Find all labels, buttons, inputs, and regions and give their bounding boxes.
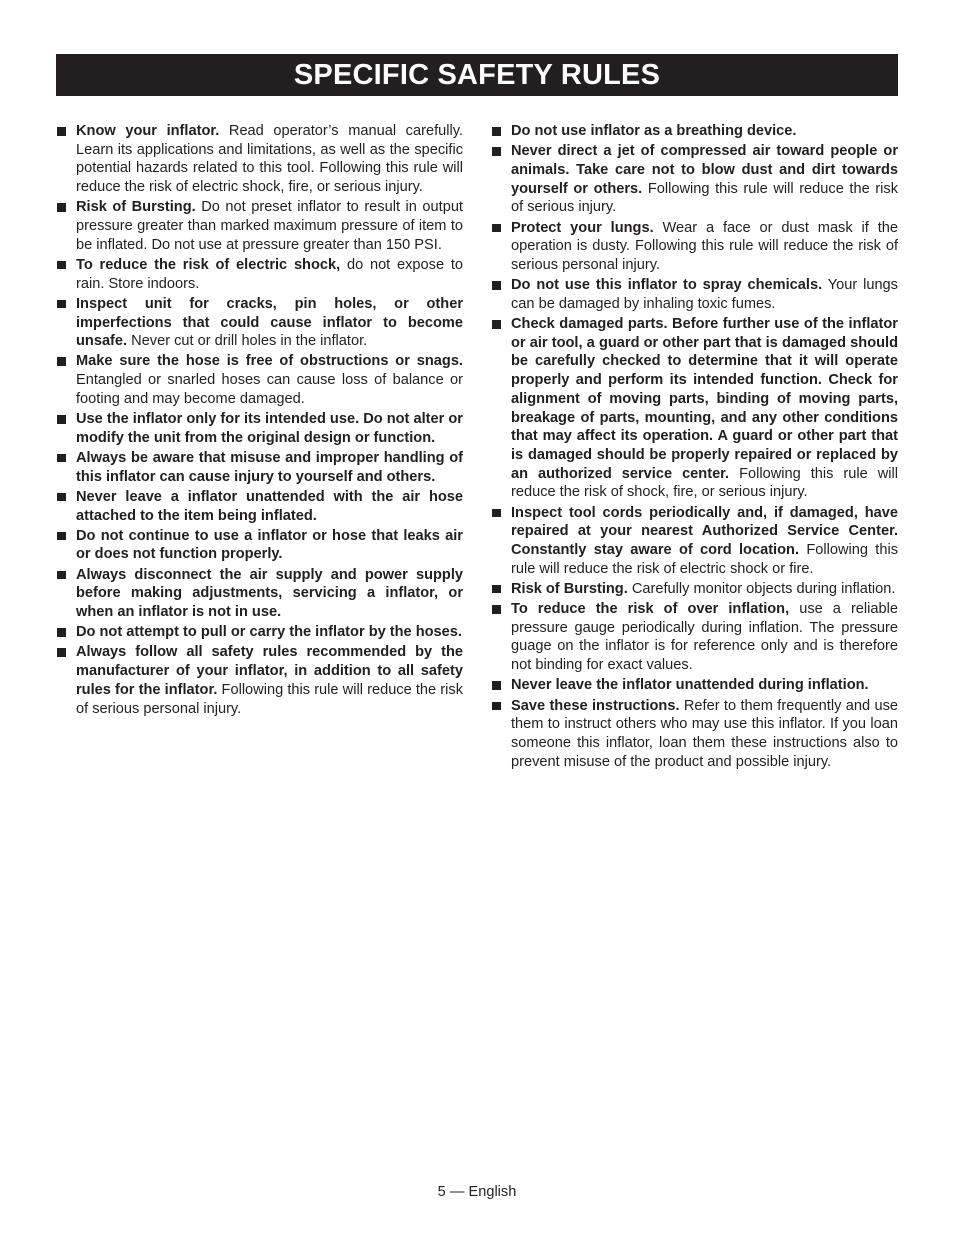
square-bullet-icon — [492, 605, 501, 614]
rule-bold: Know your inflator. — [76, 123, 220, 139]
square-bullet-icon — [57, 571, 66, 580]
rule-item — [491, 276, 898, 313]
square-bullet-icon — [57, 203, 66, 212]
rule-text: Following this rule will reduce the risk of shock, fire, or serious injury. — [511, 465, 898, 501]
square-bullet-icon — [492, 127, 501, 136]
square-bullet-icon — [57, 300, 66, 309]
square-bullet-icon — [57, 648, 66, 657]
square-bullet-icon — [57, 532, 66, 541]
rule-bold: Do not attempt to pull or carry the inflator by the hoses. — [76, 624, 462, 641]
rule-item — [56, 488, 463, 525]
rule-bold: Never leave a inflator unattended with the air hose attached to the item being inflated. — [76, 488, 463, 524]
rule-bold: To reduce the risk of over inflation, — [511, 601, 790, 618]
rule-bold: Risk of Bursting. — [511, 580, 628, 597]
rule-text: Following this rule will reduce the risk of serious personal injury. — [76, 681, 464, 717]
rule-bold: Always be aware that misuse and improper handling of this inflator can cause injury to yourself and others. — [76, 449, 463, 485]
rule-bold: To reduce the risk of electric shock, — [76, 256, 341, 273]
rule-bold: Always disconnect the air supply and power supply before making adjustments, servicing a inflator, or when an inflator is not in use. — [76, 566, 463, 621]
square-bullet-icon — [492, 702, 501, 711]
rule-item — [56, 527, 463, 564]
rule-bold: Do not continue to use a inflator or hose that leaks air or does not function properly. — [76, 527, 463, 563]
rule-item — [56, 352, 463, 408]
rule-bold: Do not use this inflator to spray chemicals. — [511, 277, 823, 294]
rule-bold: Never direct a jet of compressed air toward people or animals. Take care not to blow dust and dirt towards yourself or others. — [511, 143, 898, 197]
rule-text: Following this rule will reduce the risk of electric shock or fire. — [511, 541, 898, 577]
square-bullet-icon — [57, 127, 66, 136]
square-bullet-icon — [492, 320, 501, 329]
rule-bold: Use the inflator only for its intended use. Do not alter or modify the unit from the original design or function. — [76, 411, 463, 446]
rule-bold: Never leave the inflator unattended during inflation. — [511, 677, 869, 694]
square-bullet-icon — [492, 281, 501, 290]
rule-item — [491, 697, 898, 772]
page-title: SPECIFIC SAFETY RULES — [56, 54, 898, 96]
rule-item — [56, 256, 463, 293]
rule-text: Never cut or drill holes in the inflator. — [127, 333, 368, 350]
rule-item — [491, 676, 898, 695]
rule-text: Entangled or snarled hoses can cause loss of balance or footing and may become damaged. — [76, 372, 463, 407]
rule-bold: Make sure the hose is free of obstructions or snags. — [76, 353, 463, 370]
square-bullet-icon — [492, 147, 501, 156]
rule-item — [56, 643, 463, 718]
rule-text: Following this rule will reduce the risk of serious injury. — [511, 180, 898, 216]
rule-item — [56, 295, 463, 351]
rule-bold: Inspect unit for cracks, pin holes, or other imperfections that could cause inflator to become unsafe. — [76, 295, 463, 350]
rule-text: Do not preset inflator to result in output pressure greater than marked maximum pressure of item to be inflated. Do not use at pressure greater than 150 PSI. — [76, 199, 463, 253]
square-bullet-icon — [492, 681, 501, 690]
square-bullet-icon — [57, 493, 66, 502]
rule-item — [56, 623, 463, 642]
rule-bold: Always follow all safety rules recommended by the manufacturer of your inflator, in addition to all safety rules for the inflator. — [76, 644, 463, 698]
rule-text: Your lungs can be damaged by inhaling toxic fumes. — [511, 277, 898, 312]
rule-item — [56, 566, 463, 622]
rule-text: Read operator’s manual carefully. Learn its applications and limitations, as well as the specific potential hazards related to this tool. Following this rule will reduce the risk of electric shock, fire, or serious injury. — [76, 123, 463, 196]
rule-text: Wear a face or dust mask if the operation is dusty. Following this rule will reduce the risk of serious personal injury. — [511, 219, 898, 273]
rule-item — [491, 600, 898, 675]
rule-item — [491, 504, 898, 579]
rule-text: Refer to them frequently and use them to instruct others who may use this inflator. If you loan someone this inflator, loan them these instructions also to prevent misuse of the product and possible injury. — [511, 697, 898, 770]
square-bullet-icon — [57, 628, 66, 637]
left-column — [56, 122, 463, 720]
rule-item — [56, 198, 463, 254]
square-bullet-icon — [492, 509, 501, 518]
page-footer: 5 — English — [437, 1184, 517, 1200]
rule-item — [491, 580, 898, 599]
rule-bold: Check damaged parts. Before further use of the inflator or air tool, a guard or other part that is damaged should be carefully checked to determine that it will operate properly and perform its intended function. Check for alignment of moving parts, binding of moving parts, breakage of parts, mounting, and any other conditions that may affect its operation. A guard or other part that is damaged should be properly repaired or replaced by an authorized service center. — [511, 316, 898, 482]
rule-text: do not expose to rain. Store indoors. — [76, 256, 463, 292]
rule-item — [491, 142, 898, 217]
right-column — [491, 122, 898, 773]
rule-bold: Inspect tool cords periodically and, if damaged, have repaired at your nearest Authorized Service Center. Constantly stay aware of cord location. — [511, 504, 898, 558]
rule-item — [491, 315, 898, 502]
rule-item — [56, 449, 463, 486]
square-bullet-icon — [57, 454, 66, 463]
rule-text: use a reliable pressure gauge periodically during inflation. The pressure guage on the inflator is for reference only and is therefore not binding for exact values. — [511, 601, 898, 674]
square-bullet-icon — [57, 357, 66, 366]
square-bullet-icon — [492, 585, 501, 594]
rule-item — [491, 219, 898, 275]
square-bullet-icon — [492, 224, 501, 233]
rule-bold: Save these instructions. — [511, 697, 680, 714]
rule-bold: Risk of Bursting. — [76, 199, 196, 216]
rule-item — [56, 122, 463, 197]
rule-bold: Protect your lungs. — [511, 219, 654, 236]
square-bullet-icon — [57, 261, 66, 270]
rule-text: Carefully monitor objects during inflation. — [627, 580, 896, 597]
rule-item — [56, 410, 463, 447]
square-bullet-icon — [57, 415, 66, 424]
rule-bold: Do not use inflator as a breathing device. — [511, 123, 797, 139]
rule-item — [491, 122, 898, 141]
